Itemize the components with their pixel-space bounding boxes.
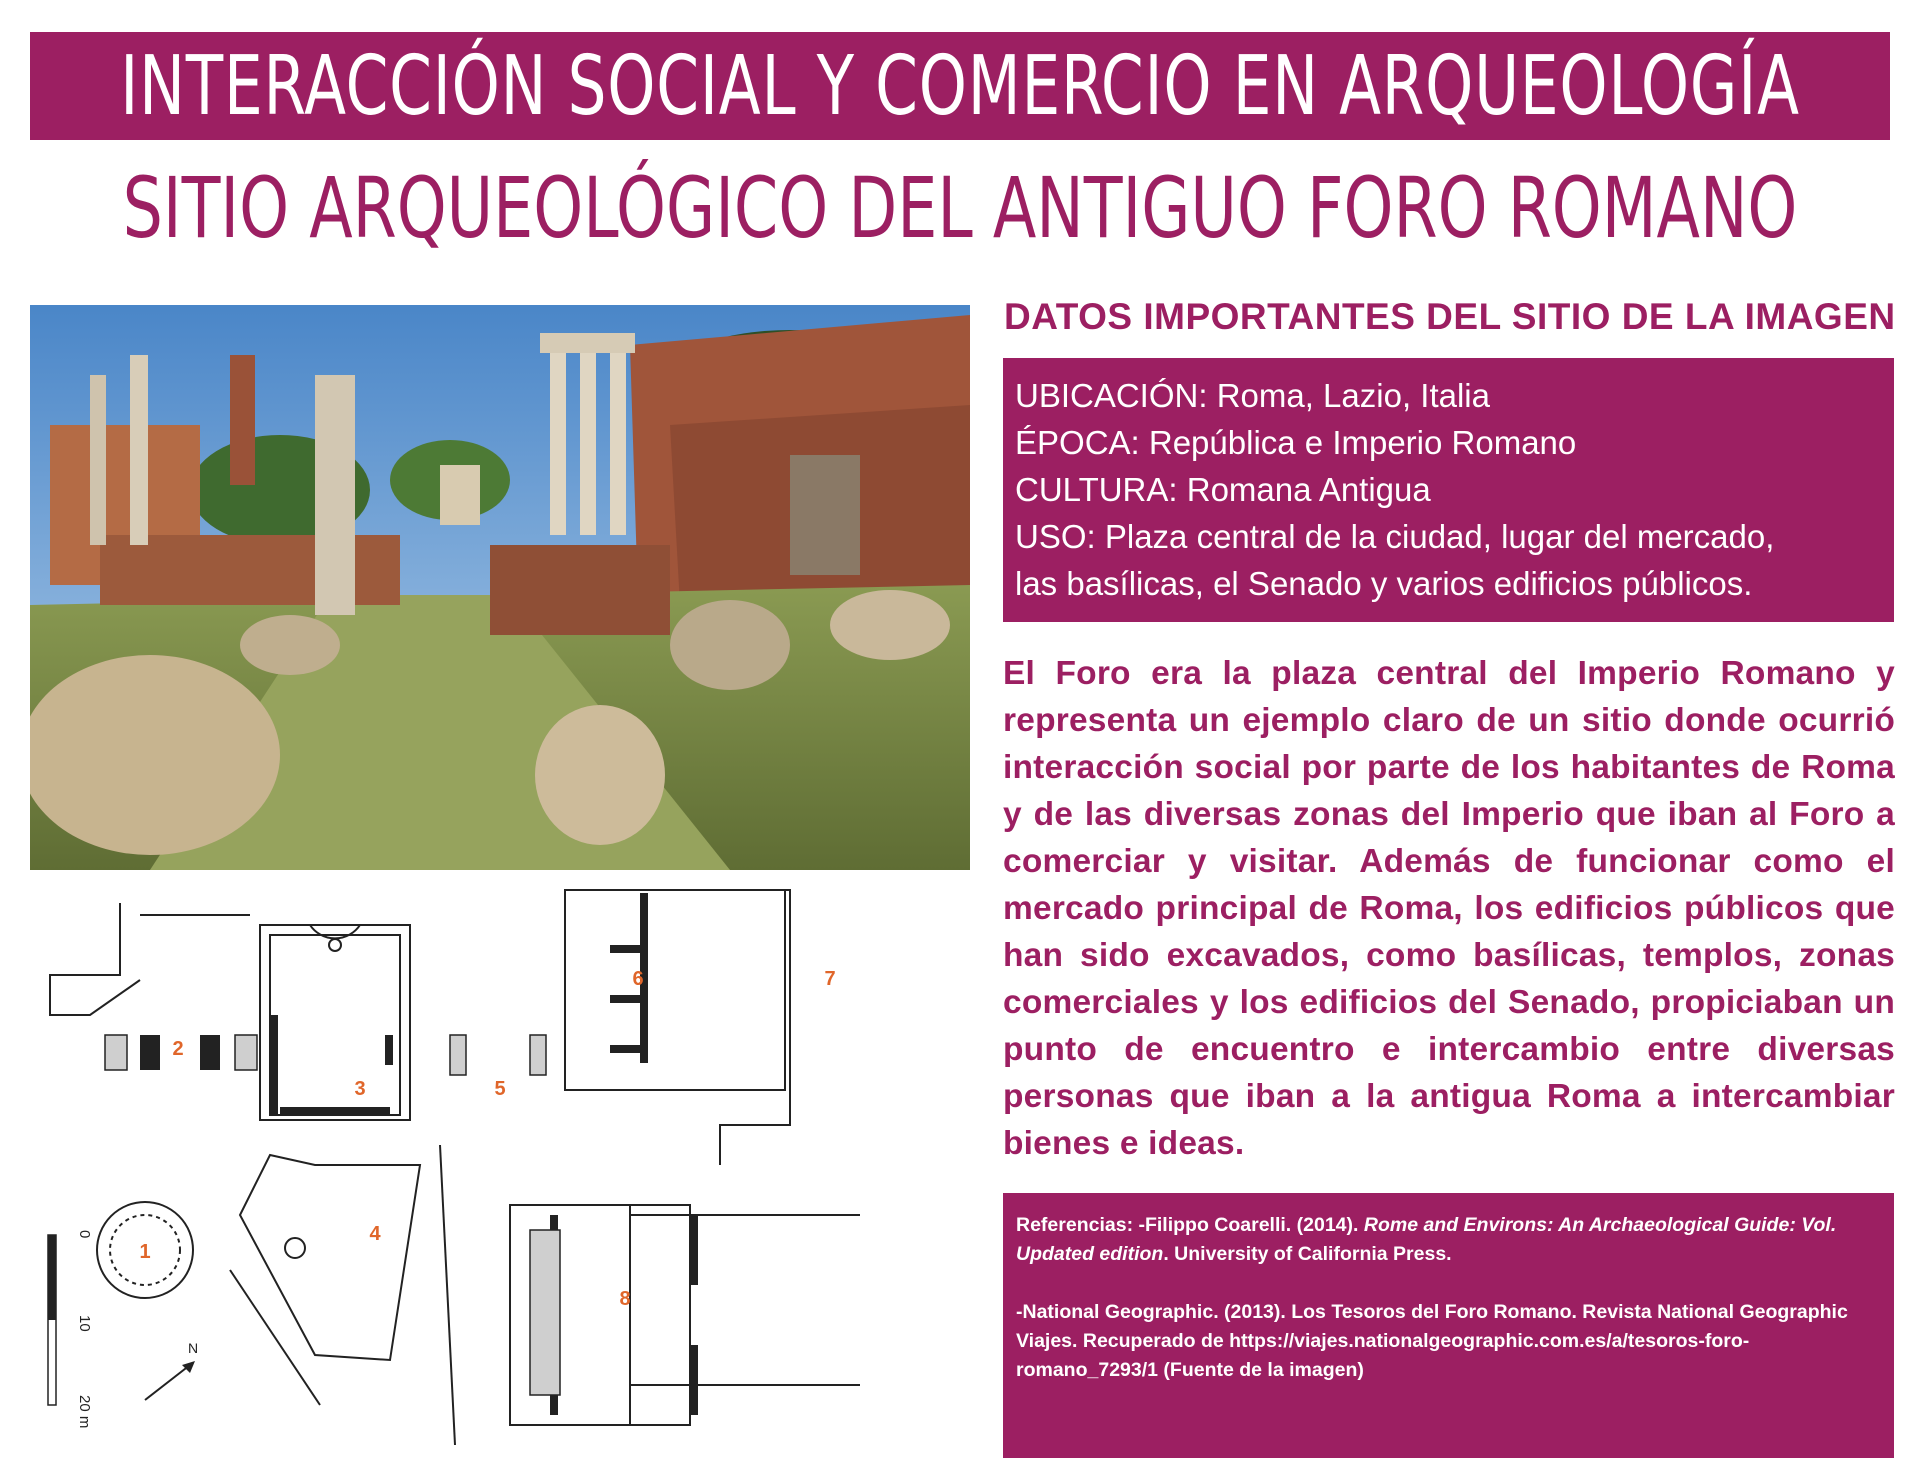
references-box: [1003, 1193, 1894, 1458]
scale-bar: [48, 1230, 93, 1428]
site-plan-drawing: [30, 885, 970, 1445]
title-banner: [30, 32, 1890, 140]
reference-1-title: Rome and Environs: An Archaeological Guide: Vol. Updated edition: [1016, 1214, 1837, 1265]
plan-number-1: 1: [139, 1241, 151, 1263]
subtitle: SITIO ARQUEOLÓGICO DEL ANTIGUO FORO ROMANO: [122, 159, 1798, 257]
section-heading: DATOS IMPORTANTES DEL SITIO DE LA IMAGEN: [1004, 296, 1896, 337]
north-label: N: [188, 1340, 199, 1356]
fact-use-line1: USO: Plaza central de la ciudad, lugar del mercado,: [1015, 518, 1775, 555]
plan-number-8: 8: [619, 1288, 631, 1310]
plan-number-5: 5: [494, 1078, 506, 1100]
site-facts-box: [1003, 358, 1894, 622]
fact-location: UBICACIÓN: Roma, Lazio, Italia: [1015, 377, 1490, 414]
plan-number-2: 2: [172, 1038, 184, 1060]
forum-photo: [30, 305, 970, 870]
reference-2: -National Geographic. (2013). Los Tesoros del Foro Romano. Revista National Geographic Viajes. Recuperado de https://viajes.nationalgeographic.com.es/a/tesoros-foro-romano_7293/1 (Fuente de la imagen): [1016, 1301, 1848, 1381]
fact-use-line2: las basílicas, el Senado y varios edificios públicos.: [1015, 565, 1753, 602]
plan-number-3: 3: [354, 1078, 366, 1100]
description-paragraph: El Foro era la plaza central del Imperio Romano y representa un ejemplo claro de un sitio donde ocurrió interacción social por parte de los habitantes de Roma y de las diversas zonas del Imperio que iban al Foro a comerciar y visitar. Además de funcionar como el mercado principal de Roma, los edificios públicos que han sido excavados, como basílicas, templos, zonas comerciales y los edificios del Senado, propiciaban un punto de encuentro e intercambio entre diversas personas que iban a la antigua Roma a intercambiar bienes e ideas.: [1003, 655, 1895, 1162]
scale-label-0: 0: [76, 1230, 93, 1239]
plan-number-4: 4: [369, 1223, 381, 1245]
reference-1-suffix: . University of California Press.: [1163, 1243, 1452, 1265]
plan-number-6: 6: [632, 968, 644, 990]
north-arrow-icon: [145, 1340, 198, 1400]
scale-label-20: 20 m: [76, 1395, 93, 1429]
site-plan: [30, 885, 970, 1445]
reference-1-prefix: Referencias: -Filippo Coarelli. (2014).: [1016, 1214, 1364, 1236]
main-title: INTERACCIÓN SOCIAL Y COMERCIO EN ARQUEOLOGÍA: [120, 38, 1800, 134]
plan-number-7: 7: [824, 968, 836, 990]
forum-photo-image: [30, 305, 970, 870]
fact-era: ÉPOCA: República e Imperio Romano: [1015, 424, 1577, 461]
scale-label-10: 10: [76, 1315, 93, 1332]
fact-culture: CULTURA: Romana Antigua: [1015, 471, 1431, 508]
reference-1: [1016, 1211, 1881, 1269]
